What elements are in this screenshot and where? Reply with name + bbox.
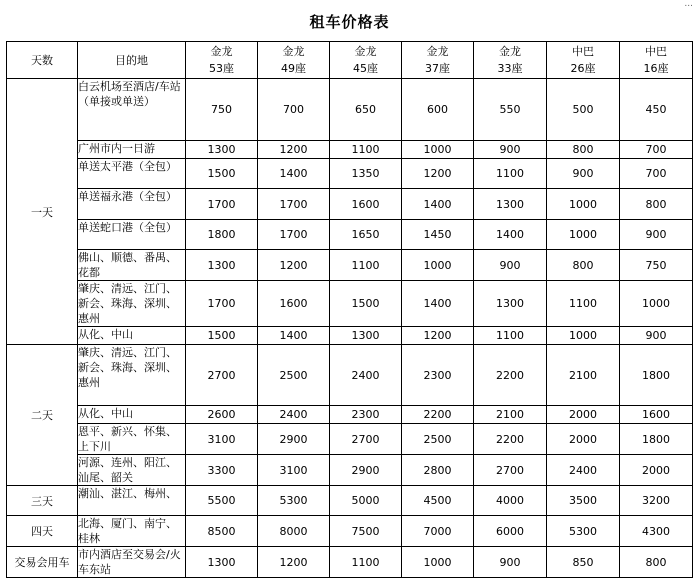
table-row <box>7 281 693 327</box>
destination-cell: 白云机场至酒店/车站（单接或单送） <box>78 79 186 141</box>
price-cell: 1300 <box>474 189 547 220</box>
price-cell: 5300 <box>258 486 330 516</box>
price-cell: 1300 <box>186 250 258 281</box>
price-cell: 2900 <box>330 455 402 486</box>
vehicle-type: 中巴 <box>645 45 667 58</box>
table-row <box>7 345 693 406</box>
price-cell: 1300 <box>186 141 258 159</box>
price-cell: 8500 <box>186 516 258 547</box>
destination-cell: 肇庆、清远、江门、新会、珠海、深圳、惠州 <box>78 281 186 327</box>
destination-cell: 从化、中山 <box>78 327 186 345</box>
table-row <box>7 250 693 281</box>
price-cell: 4000 <box>474 486 547 516</box>
vehicle-seats: 26座 <box>570 62 596 75</box>
price-cell: 2300 <box>402 345 474 406</box>
destination-cell: 从化、中山 <box>78 406 186 424</box>
price-cell: 2500 <box>258 345 330 406</box>
price-cell: 1100 <box>330 141 402 159</box>
price-cell: 2200 <box>474 424 547 455</box>
price-cell: 900 <box>474 250 547 281</box>
price-cell: 2700 <box>186 345 258 406</box>
vehicle-seats: 49座 <box>281 62 306 75</box>
price-cell: 800 <box>620 189 693 220</box>
table-row <box>7 424 693 455</box>
price-cell: 1500 <box>186 327 258 345</box>
vehicle-seats: 53座 <box>209 62 234 75</box>
price-cell: 2800 <box>402 455 474 486</box>
price-cell: 1700 <box>258 189 330 220</box>
price-cell: 1200 <box>258 250 330 281</box>
price-cell: 900 <box>474 547 547 578</box>
table-row <box>7 189 693 220</box>
price-cell: 800 <box>620 547 693 578</box>
price-cell: 900 <box>547 159 620 189</box>
price-cell: 1700 <box>186 189 258 220</box>
price-cell: 2000 <box>620 455 693 486</box>
price-cell: 3500 <box>547 486 620 516</box>
table-row <box>7 455 693 486</box>
price-cell: 1800 <box>620 424 693 455</box>
price-cell: 1600 <box>258 281 330 327</box>
vehicle-type: 金龙 <box>210 45 233 58</box>
price-cell: 2600 <box>186 406 258 424</box>
header-destination: 目的地 <box>78 42 186 79</box>
price-cell: 1350 <box>330 159 402 189</box>
price-cell: 1200 <box>258 547 330 578</box>
price-cell: 1400 <box>474 220 547 250</box>
destination-cell: 单送太平港（全包） <box>78 159 186 189</box>
price-table <box>6 41 693 578</box>
destination-cell: 北海、厦门、南宁、桂林 <box>78 516 186 547</box>
price-cell: 1800 <box>620 345 693 406</box>
page-title: 租车价格表 <box>309 13 390 31</box>
destination-cell: 潮汕、湛江、梅州、 <box>78 486 186 516</box>
destination-cell: 广州市内一日游 <box>78 141 186 159</box>
price-cell: 1700 <box>258 220 330 250</box>
price-cell: 900 <box>474 141 547 159</box>
price-cell: 1600 <box>620 406 693 424</box>
price-cell: 2200 <box>402 406 474 424</box>
vehicle-seats: 16座 <box>643 62 669 75</box>
price-cell: 7500 <box>330 516 402 547</box>
header-period: 天数 <box>7 42 78 79</box>
table-row <box>7 141 693 159</box>
price-cell: 1000 <box>547 189 620 220</box>
period-four-days: 四天 <box>7 516 78 547</box>
price-cell: 1300 <box>330 327 402 345</box>
price-cell: 1200 <box>402 327 474 345</box>
vehicle-seats: 37座 <box>425 62 450 75</box>
price-cell: 1000 <box>402 250 474 281</box>
price-cell: 1500 <box>330 281 402 327</box>
price-cell: 900 <box>620 220 693 250</box>
period-three-days: 三天 <box>7 486 78 516</box>
destination-cell: 单送蛇口港（全包） <box>78 220 186 250</box>
price-cell: 900 <box>620 327 693 345</box>
price-cell: 1000 <box>547 327 620 345</box>
price-cell: 3300 <box>186 455 258 486</box>
price-cell: 1650 <box>330 220 402 250</box>
period-two-days: 二天 <box>7 345 78 486</box>
header-vehicle <box>620 42 693 79</box>
price-cell: 1450 <box>402 220 474 250</box>
table-row <box>7 406 693 424</box>
price-cell: 2700 <box>474 455 547 486</box>
price-cell: 2100 <box>547 345 620 406</box>
header-vehicle <box>474 42 547 79</box>
price-cell: 750 <box>186 79 258 141</box>
period-one-day: 一天 <box>7 79 78 345</box>
price-cell: 1100 <box>474 327 547 345</box>
price-cell: 1300 <box>474 281 547 327</box>
table-row <box>7 486 693 516</box>
price-cell: 1400 <box>402 189 474 220</box>
price-cell: 2000 <box>547 406 620 424</box>
price-cell: 5500 <box>186 486 258 516</box>
price-cell: 3200 <box>620 486 693 516</box>
price-cell: 6000 <box>474 516 547 547</box>
destination-cell: 恩平、新兴、怀集、上下川 <box>78 424 186 455</box>
destination-cell: 佛山、顺德、番禺、花都 <box>78 250 186 281</box>
vehicle-seats: 33座 <box>497 62 523 75</box>
table-row <box>7 516 693 547</box>
price-cell: 1400 <box>402 281 474 327</box>
price-cell: 1000 <box>402 141 474 159</box>
vehicle-type: 金龙 <box>426 45 449 58</box>
top-edge-mark: ... <box>684 0 693 9</box>
vehicle-type: 金龙 <box>282 45 305 58</box>
price-cell: 1000 <box>547 220 620 250</box>
header-vehicle <box>186 42 258 79</box>
price-cell: 1800 <box>186 220 258 250</box>
price-cell: 1500 <box>186 159 258 189</box>
price-cell: 800 <box>547 250 620 281</box>
vehicle-seats: 45座 <box>353 62 378 75</box>
vehicle-type: 金龙 <box>499 45 521 58</box>
price-cell: 2400 <box>258 406 330 424</box>
price-cell: 1100 <box>547 281 620 327</box>
price-cell: 2100 <box>474 406 547 424</box>
price-cell: 1000 <box>620 281 693 327</box>
destination-cell: 肇庆、清远、江门、新会、珠海、深圳、惠州 <box>78 345 186 406</box>
header-vehicle <box>547 42 620 79</box>
price-cell: 4300 <box>620 516 693 547</box>
table-row <box>7 79 693 141</box>
price-cell: 700 <box>620 141 693 159</box>
table-row <box>7 159 693 189</box>
price-cell: 5300 <box>547 516 620 547</box>
table-row <box>7 220 693 250</box>
price-cell: 1100 <box>474 159 547 189</box>
price-cell: 1100 <box>330 250 402 281</box>
price-cell: 2400 <box>547 455 620 486</box>
price-cell: 1400 <box>258 327 330 345</box>
header-vehicle <box>258 42 330 79</box>
table-row <box>7 327 693 345</box>
price-cell: 650 <box>330 79 402 141</box>
price-cell: 3100 <box>258 455 330 486</box>
destination-cell: 河源、连州、阳江、汕尾、韶关 <box>78 455 186 486</box>
price-cell: 1000 <box>402 547 474 578</box>
price-cell: 1100 <box>330 547 402 578</box>
vehicle-type: 中巴 <box>572 45 594 58</box>
vehicle-type: 金龙 <box>354 45 377 58</box>
price-cell: 3100 <box>186 424 258 455</box>
price-cell: 2700 <box>330 424 402 455</box>
price-cell: 700 <box>620 159 693 189</box>
price-cell: 550 <box>474 79 547 141</box>
header-vehicle <box>402 42 474 79</box>
destination-cell: 单送福永港（全包） <box>78 189 186 220</box>
header-vehicle <box>330 42 402 79</box>
price-cell: 800 <box>547 141 620 159</box>
price-cell: 2000 <box>547 424 620 455</box>
price-cell: 7000 <box>402 516 474 547</box>
header-row <box>7 42 693 79</box>
price-cell: 8000 <box>258 516 330 547</box>
price-cell: 750 <box>620 250 693 281</box>
price-cell: 850 <box>547 547 620 578</box>
period-trade-fair: 交易会用车 <box>7 547 78 578</box>
price-cell: 1600 <box>330 189 402 220</box>
price-cell: 1400 <box>258 159 330 189</box>
price-cell: 1700 <box>186 281 258 327</box>
price-cell: 1200 <box>258 141 330 159</box>
price-cell: 500 <box>547 79 620 141</box>
price-cell: 600 <box>402 79 474 141</box>
price-cell: 5000 <box>330 486 402 516</box>
price-cell: 700 <box>258 79 330 141</box>
destination-cell: 市内酒店至交易会/火车东站 <box>78 547 186 578</box>
price-cell: 1300 <box>186 547 258 578</box>
table-row <box>7 547 693 578</box>
price-cell: 2200 <box>474 345 547 406</box>
price-cell: 2300 <box>330 406 402 424</box>
price-cell: 2900 <box>258 424 330 455</box>
price-cell: 1200 <box>402 159 474 189</box>
price-cell: 450 <box>620 79 693 141</box>
price-cell: 2400 <box>330 345 402 406</box>
price-cell: 2500 <box>402 424 474 455</box>
price-cell: 4500 <box>402 486 474 516</box>
